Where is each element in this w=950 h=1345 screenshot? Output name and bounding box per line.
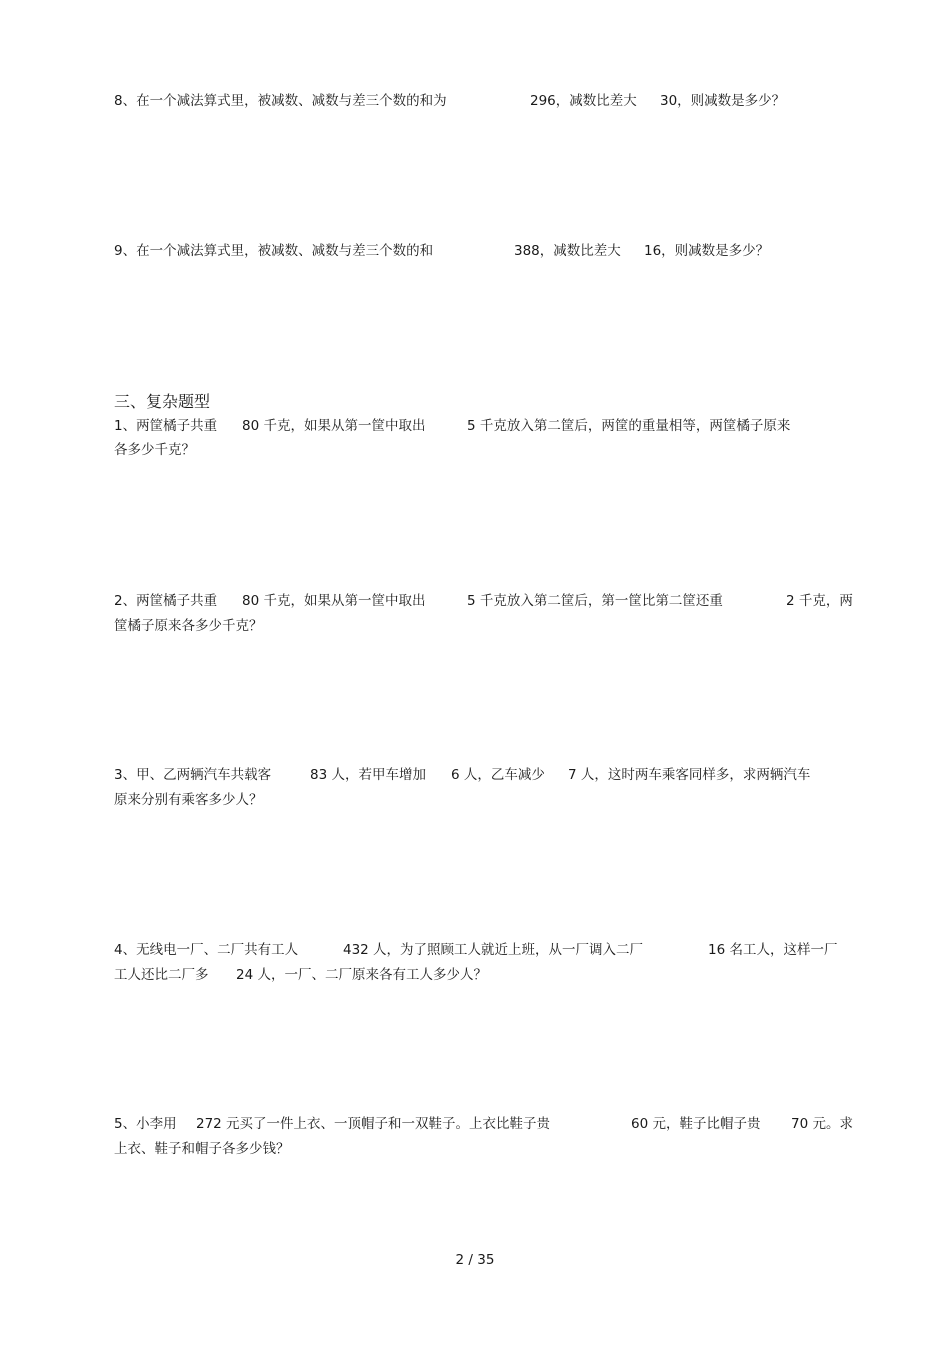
problem-3-part-c: 6 人，乙车减少 — [451, 767, 545, 783]
problem-1-part-c: 5 千克放入第二筐后，两筐的重量相等，两筐橘子原来 — [467, 418, 791, 434]
problem-3-line-2: 原来分别有乘客多少人？ — [114, 792, 263, 808]
problem-5-part-a: 5、小李用 — [114, 1116, 177, 1132]
problem-1-part-a: 1、两筐橘子共重 — [114, 418, 218, 434]
section-heading: 三、复杂题型 — [114, 392, 211, 411]
problem-4-part-c: 16 名工人，这样一厂 — [708, 942, 838, 958]
page-number: 2 / 35 — [455, 1252, 495, 1268]
problem-2-part-b: 80 千克，如果从第一筐中取出 — [242, 593, 426, 609]
question-9-part-b: 388，减数比差大 — [514, 243, 621, 259]
question-8-part-a: 8、在一个减法算式里，被减数、减数与差三个数的和为 — [114, 93, 447, 109]
problem-5-part-d: 70 元。求 — [791, 1116, 853, 1132]
problem-3-part-d: 7 人，这时两车乘客同样多，求两辆汽车 — [568, 767, 811, 783]
problem-5-line-2: 上衣、鞋子和帽子各多少钱？ — [114, 1141, 290, 1157]
problem-5-part-c: 60 元，鞋子比帽子贵 — [631, 1116, 761, 1132]
problem-5-part-b: 272 元买了一件上衣、一顶帽子和一双鞋子。上衣比鞋子贵 — [196, 1116, 551, 1132]
problem-4-part-e: 24 人，一厂、二厂原来各有工人多少人？ — [236, 967, 487, 983]
problem-2-part-a: 2、两筐橘子共重 — [114, 593, 218, 609]
problem-3-part-b: 83 人，若甲车增加 — [310, 767, 426, 783]
problem-4-part-a: 4、无线电一厂、二厂共有工人 — [114, 942, 299, 958]
question-9-part-a: 9、在一个减法算式里，被减数、减数与差三个数的和 — [114, 243, 434, 259]
problem-2-line-2: 筐橘子原来各多少千克？ — [114, 618, 263, 634]
question-8-part-c: 30，则减数是多少？ — [660, 93, 786, 109]
problem-3-part-a: 3、甲、乙两辆汽车共载客 — [114, 767, 272, 783]
problem-4-part-b: 432 人，为了照顾工人就近上班，从一厂调入二厂 — [343, 942, 644, 958]
question-9-part-c: 16，则减数是多少？ — [644, 243, 770, 259]
problem-2-part-d: 2 千克，两 — [786, 593, 853, 609]
problem-2-part-c: 5 千克放入第二筐后，第一筐比第二筐还重 — [467, 593, 723, 609]
question-8-part-b: 296，减数比差大 — [530, 93, 637, 109]
problem-1-line-2: 各多少千克？ — [114, 442, 195, 458]
problem-4-part-d: 工人还比二厂多 — [114, 967, 209, 983]
problem-1-part-b: 80 千克，如果从第一筐中取出 — [242, 418, 426, 434]
